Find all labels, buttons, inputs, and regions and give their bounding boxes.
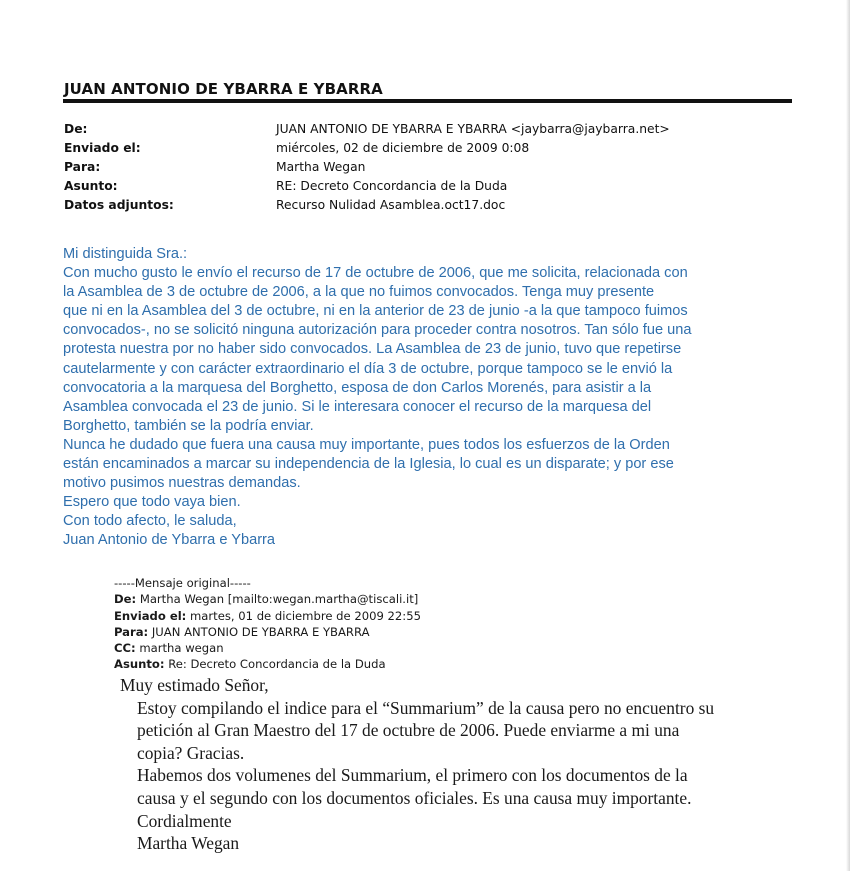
field-value: Martha Wegan [mailto:wegan.martha@tiscali.it] [139, 592, 419, 607]
body-line: convocatoria a la marquesa del Borghetto, esposa de don Carlos Morenés, para asistir a la [63, 379, 652, 396]
letter-line: Estoy compilando el indice para el “Summarium” de la causa pero no encuentro su [137, 697, 715, 718]
original-field-cc [114, 640, 421, 656]
letter-line: causa y el segundo con los documentos oficiales. Es una causa muy importante. [137, 787, 692, 808]
field-value: Martha Wegan [276, 159, 366, 174]
body-line: Mi distinguida Sra.: [63, 246, 188, 262]
field-label: De: [114, 592, 137, 607]
original-message-header [114, 575, 421, 673]
original-field-to [114, 624, 421, 640]
field-value: JUAN ANTONIO DE YBARRA E YBARRA <jaybarra@jaybarra.net> [276, 121, 670, 136]
body-line: Con mucho gusto le envío el recurso de 17 de octubre de 2006, que me solicita, relacionada con [63, 265, 688, 282]
field-label: Asunto: [114, 657, 165, 672]
email-header-fields [64, 119, 784, 214]
body-line: están encaminados a marcar su independencia de la Iglesia, lo cual es un disparate; y por ese [63, 456, 674, 473]
sender-name-heading: JUAN ANTONIO DE YBARRA E YBARRA [64, 80, 383, 98]
field-label: De: [64, 121, 88, 136]
letter-line: Cordialmente [137, 810, 232, 831]
field-value: miércoles, 02 de diciembre de 2009 0:08 [276, 140, 530, 155]
letter-line: petición al Gran Maestro del 17 de octubre de 2006. Puede enviarme a mi una [137, 720, 680, 741]
field-label: Datos adjuntos: [64, 197, 174, 212]
reply-body [63, 245, 803, 551]
field-value: RE: Decreto Concordancia de la Duda [276, 178, 508, 193]
field-label: CC: [114, 641, 136, 656]
body-line: Borghetto, también se la podría enviar. [63, 417, 314, 434]
body-line: protesta nuestra por no haber sido convocados. La Asamblea de 23 de junio, tuvo que repetirse [63, 341, 682, 358]
original-field-subject [114, 656, 421, 672]
field-label: Asunto: [64, 178, 118, 193]
field-value: martes, 01 de diciembre de 2009 22:55 [190, 608, 421, 623]
field-value: JUAN ANTONIO DE YBARRA E YBARRA [151, 624, 370, 639]
field-subject [64, 176, 784, 195]
body-line: motivo pusimos nuestras demandas. [63, 475, 301, 492]
body-line: que ni en la Asamblea del 3 de octubre, ni en la anterior de 23 de junio -a la que tampoco fuimos [63, 303, 688, 320]
field-attachments [64, 195, 784, 214]
original-field-from [114, 591, 421, 607]
letter-line: copia? Gracias. [137, 742, 245, 763]
letter-greeting: Muy estimado Señor, [120, 675, 269, 695]
body-line: Nunca he dudado que fuera una causa muy importante, pues todos los esfuerzos de la Orden [63, 436, 670, 453]
field-label: Enviado el: [64, 140, 141, 155]
body-line: Espero que todo vaya bien. [63, 494, 241, 511]
field-value: martha wegan [139, 641, 224, 656]
header-divider [63, 99, 792, 103]
field-to [64, 157, 784, 176]
field-label: Enviado el: [114, 608, 187, 623]
field-from [64, 119, 784, 138]
body-line: Asamblea convocada el 23 de junio. Si le interesara conocer el recurso de la marquesa del [63, 398, 652, 415]
body-signature: Juan Antonio de Ybarra e Ybarra [63, 532, 276, 549]
original-field-sent [114, 608, 421, 624]
field-value: Re: Decreto Concordancia de la Duda [168, 657, 386, 672]
letter-signature: Martha Wegan [137, 833, 240, 854]
attachment-filename: Recurso Nulidad Asamblea.oct17.doc [276, 197, 506, 212]
original-separator: -----Mensaje original----- [114, 576, 251, 590]
field-label: Para: [114, 624, 149, 639]
body-line: la Asamblea de 3 de octubre de 2006, a la que no fuimos convocados. Tenga muy presente [63, 284, 655, 301]
body-line: convocados-, no se solicitó ninguna autorización para proceder contra nosotros. Tan sólo fue una [63, 322, 692, 339]
original-letter [120, 674, 820, 855]
page-edge-shadow [846, 0, 850, 871]
field-sent [64, 138, 784, 157]
body-line: Con todo afecto, le saluda, [63, 513, 237, 530]
body-line: cautelarmente y con carácter extraordinario el día 3 de octubre, porque tampoco se le envió la [63, 360, 673, 377]
letter-line: Habemos dos volumenes del Summarium, el primero con los documentos de la [137, 765, 688, 786]
field-label: Para: [64, 159, 101, 174]
